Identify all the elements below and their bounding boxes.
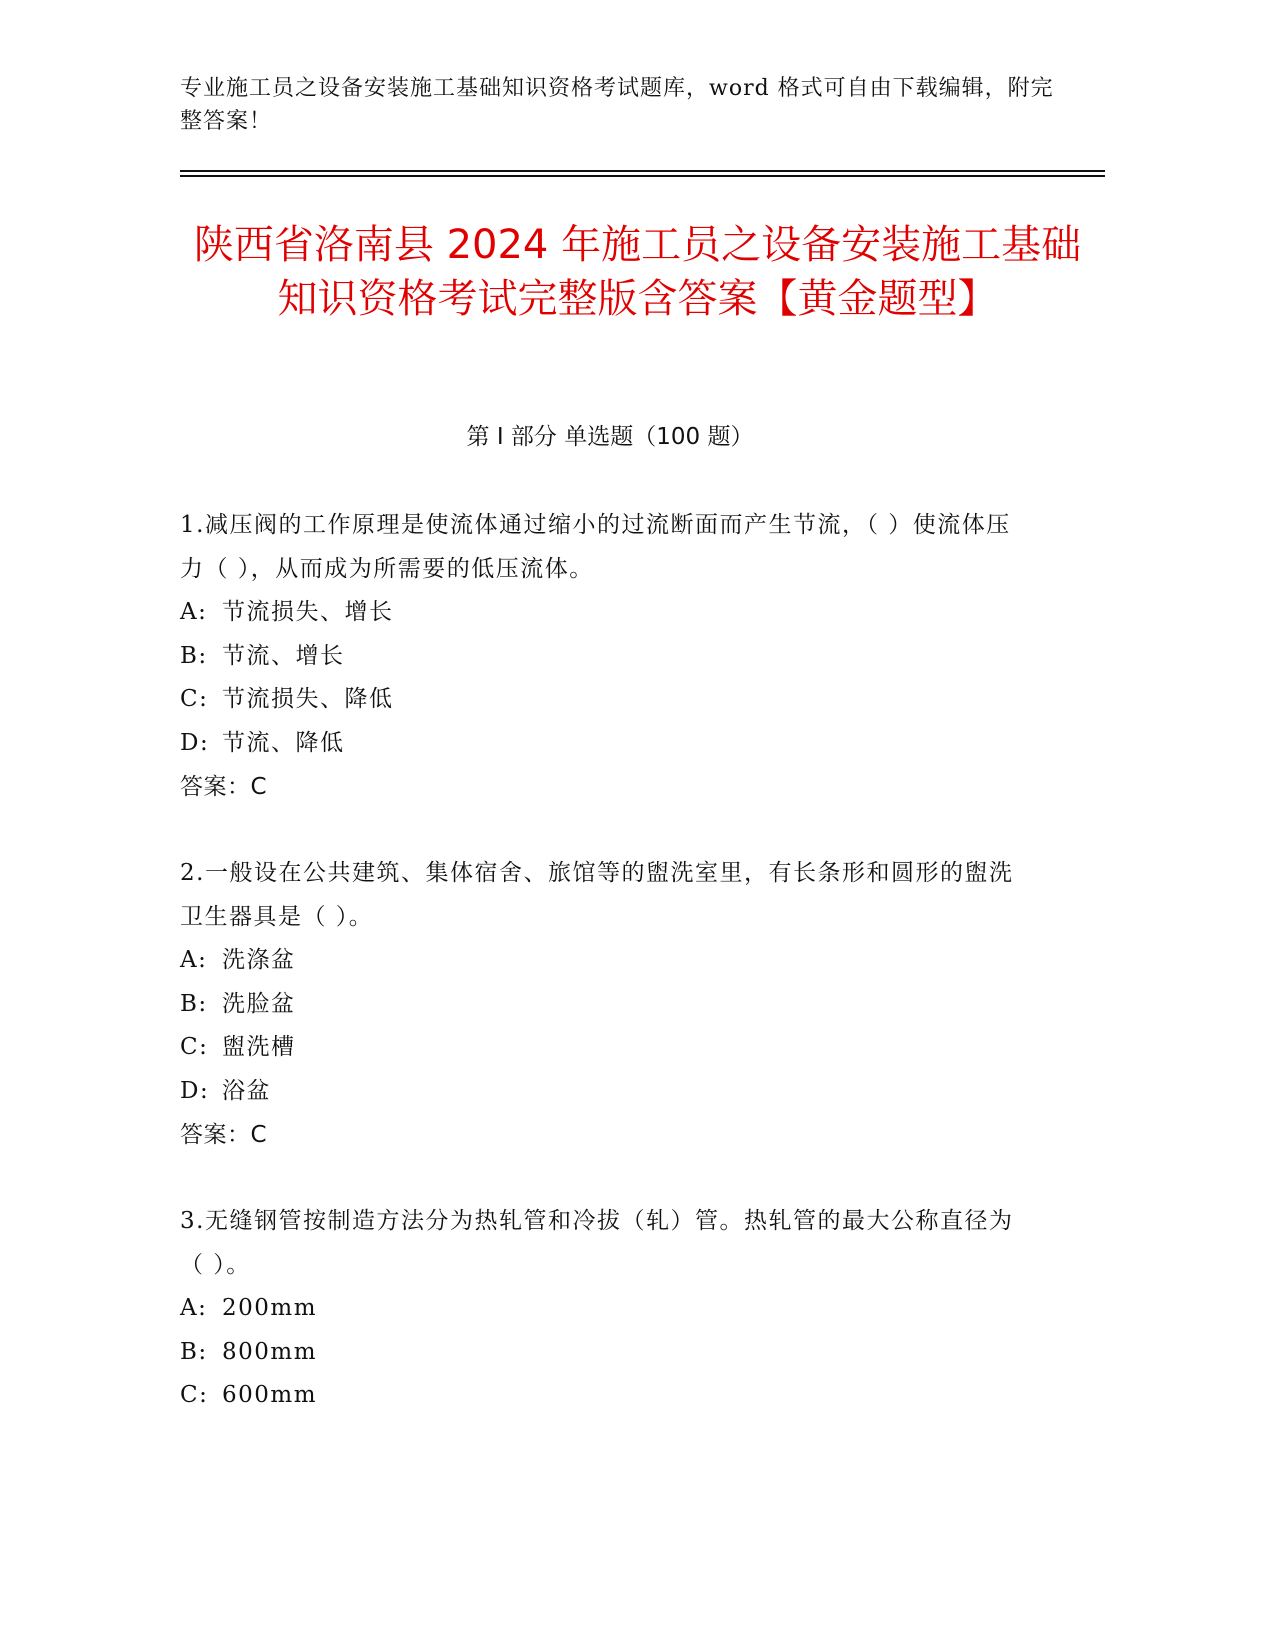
option-key: A: xyxy=(180,1295,208,1321)
option-a xyxy=(180,939,1020,983)
question-stem: 3.无缝钢管按制造方法分为热轧管和冷拔（轧）管。热轧管的最大公称直径为（ ）。 xyxy=(180,1208,1014,1278)
header-divider-double xyxy=(180,175,1105,177)
option-text: 节流损失、降低 xyxy=(222,686,394,712)
option-key: C: xyxy=(180,1382,209,1408)
question-3 xyxy=(180,1199,1020,1418)
option-d xyxy=(180,1070,1020,1114)
option-text: 节流损失、增长 xyxy=(222,599,394,625)
option-text: 节流、降低 xyxy=(222,729,345,756)
option-a xyxy=(180,591,1020,635)
option-b xyxy=(180,635,1020,679)
option-key: C: xyxy=(180,686,209,712)
question-1 xyxy=(180,503,1020,809)
option-text: 800mm xyxy=(222,1338,318,1365)
option-c xyxy=(180,1026,1020,1070)
option-key: A: xyxy=(180,947,208,973)
option-a xyxy=(180,1287,1020,1331)
header-divider xyxy=(180,170,1105,172)
option-text: 200mm xyxy=(222,1295,318,1321)
option-text: 浴盆 xyxy=(222,1077,271,1104)
option-key: D: xyxy=(180,1077,210,1104)
option-text: 盥洗槽 xyxy=(222,1034,296,1060)
option-text: 节流、增长 xyxy=(222,642,345,669)
question-stem: 1.减压阀的工作原理是使流体通过缩小的过流断面而产生节流，（ ）使流体压力（ ），从而成为所需要的低压流体。 xyxy=(180,512,1011,582)
option-text: 洗脸盆 xyxy=(222,990,296,1017)
option-b xyxy=(180,983,1020,1027)
option-text: 洗涤盆 xyxy=(222,947,296,973)
option-key: B: xyxy=(180,642,208,669)
option-key: A: xyxy=(180,599,208,625)
document-title: 陕西省洛南县 2024 年施工员之设备安装施工基础知识资格考试完整版含答案【黄金题型】 xyxy=(193,222,1082,322)
option-c xyxy=(180,678,1020,722)
option-text: 600mm xyxy=(222,1382,318,1408)
question-2 xyxy=(180,851,1020,1157)
option-key: B: xyxy=(180,990,208,1017)
option-b xyxy=(180,1331,1020,1375)
option-key: C: xyxy=(180,1034,209,1060)
option-d xyxy=(180,722,1020,766)
answer: 答案：C xyxy=(180,1122,268,1148)
option-c xyxy=(180,1374,1020,1418)
answer: 答案：C xyxy=(180,774,268,800)
section-title: 第 I 部分 单选题（100 题） xyxy=(466,424,754,450)
option-key: B: xyxy=(180,1338,208,1365)
question-stem: 2.一般设在公共建筑、集体宿舍、旅馆等的盥洗室里，有长条形和圆形的盥洗卫生器具是（ ）。 xyxy=(180,860,1014,930)
option-key: D: xyxy=(180,729,210,756)
header-note: 专业施工员之设备安装施工基础知识资格考试题库，word 格式可自由下载编辑，附完整答案！ xyxy=(180,76,1054,134)
